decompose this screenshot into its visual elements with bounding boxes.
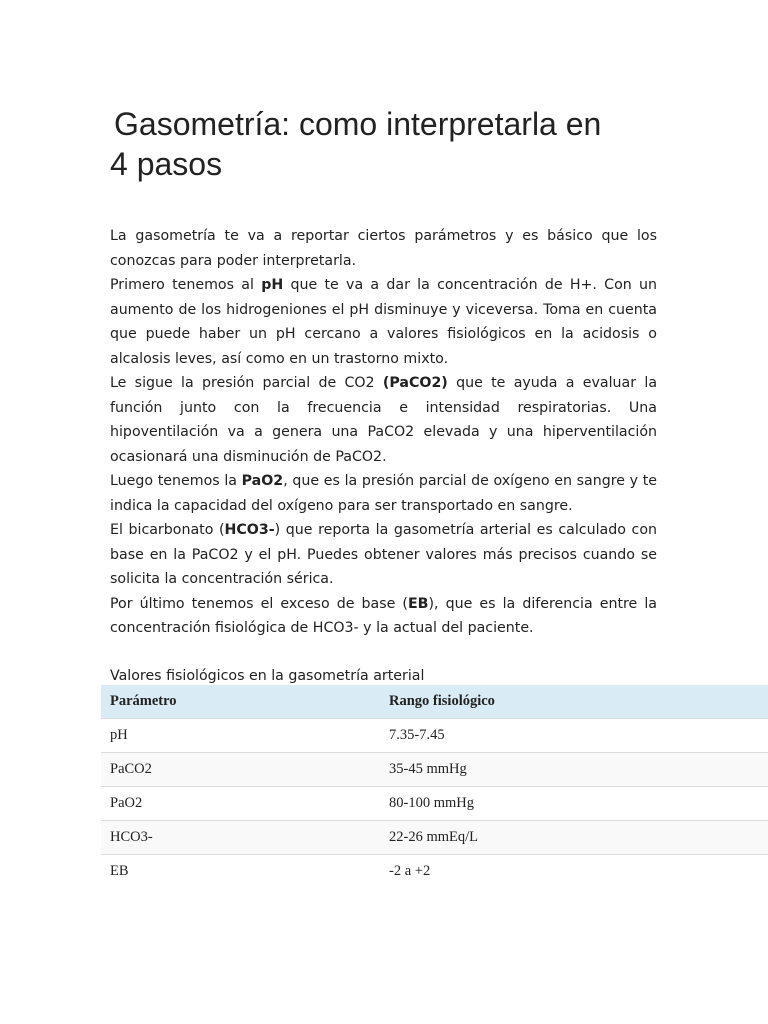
cell-range: 22-26 mmEq/L: [380, 821, 768, 855]
table-row: [101, 787, 768, 821]
page-title-line-1: Gasometría: como interpretarla en: [114, 106, 602, 142]
cell-range: -2 a +2: [380, 855, 768, 889]
cell-parameter: PaO2: [101, 787, 380, 821]
paragraph-intro: La gasometría te va a reportar ciertos parámetros y es básico que los conozcas para poder interpretarla.: [110, 228, 657, 269]
paragraph-eb: [110, 592, 657, 641]
paragraph-eb-text-a: Por último tenemos el exceso de base (: [110, 595, 408, 612]
header-rango: Rango fisiológico: [380, 685, 768, 719]
term-ph: pH: [261, 277, 284, 293]
table-header-row: [101, 685, 768, 719]
paragraph-hco3-text-c: ) que reporta la gasometría arterial es calculado con base en la PaCO2 y el pH. Puedes obtener valores más precisos cuando se solicita la concentración sérica.: [110, 522, 657, 587]
paragraph-hco3: [110, 518, 657, 592]
term-pao2: PaO2: [241, 473, 284, 489]
table-row: [101, 753, 768, 787]
page-title: [110, 104, 670, 184]
paragraph-pao2-text-c: , que es la presión parcial de oxígeno en sangre y te indica la capacidad del oxígeno para ser transportado en sangre.: [110, 473, 657, 514]
cell-range: 35-45 mmHg: [380, 753, 768, 787]
table-row: [101, 855, 768, 889]
term-paco2: (PaCO2): [382, 375, 448, 391]
cell-parameter: HCO3-: [101, 821, 380, 855]
paragraph-ph-text-c: que te va a dar la concentración de H+. Con un aumento de los hidrogeniones el pH disminuye y viceversa. Toma en cuenta que puede haber un pH cercano a valores fisiológicos en la acidosis o alcalosis leves, así como en un trastorno mixto.: [110, 277, 658, 367]
paragraph-ph: [110, 273, 657, 371]
article-body: [110, 224, 657, 641]
cell-parameter: EB: [101, 855, 380, 889]
cell-parameter: PaCO2: [101, 753, 380, 787]
physiological-values-table: [101, 685, 768, 888]
paragraph-eb-text-c: ), que es la diferencia entre la concentración fisiológica de HCO3- y la actual del paciente.: [110, 595, 657, 636]
table-row: [101, 821, 768, 855]
term-hco3: HCO3-: [224, 522, 275, 538]
header-parametro: Parámetro: [101, 685, 380, 719]
cell-range: 7.35-7.45: [380, 719, 768, 753]
cell-range: 80-100 mmHg: [380, 787, 768, 821]
paragraph-ph-text-a: Primero tenemos al: [110, 277, 262, 293]
term-eb: EB: [407, 595, 429, 612]
paragraph-pao2: [110, 469, 657, 518]
paragraph-paco2: [110, 371, 657, 469]
paragraph-pao2-text-a: Luego tenemos la: [110, 473, 242, 489]
table-caption: Valores fisiológicos en la gasometría arterial: [110, 668, 425, 684]
table-row: [101, 719, 768, 753]
page-title-line-2: 4 pasos: [110, 146, 223, 182]
paragraph-paco2-text-a: Le sigue la presión parcial de CO2: [110, 375, 383, 391]
cell-parameter: pH: [101, 719, 380, 753]
paragraph-hco3-text-a: El bicarbonato (: [110, 522, 225, 538]
paragraph-paco2-text-c: que te ayuda a evaluar la función junto con la frecuencia e intensidad respiratorias. Una hipoventilación va a genera una PaCO2 elevada y una hiperventilación ocasionará una disminución de PaCO2.: [110, 375, 658, 465]
